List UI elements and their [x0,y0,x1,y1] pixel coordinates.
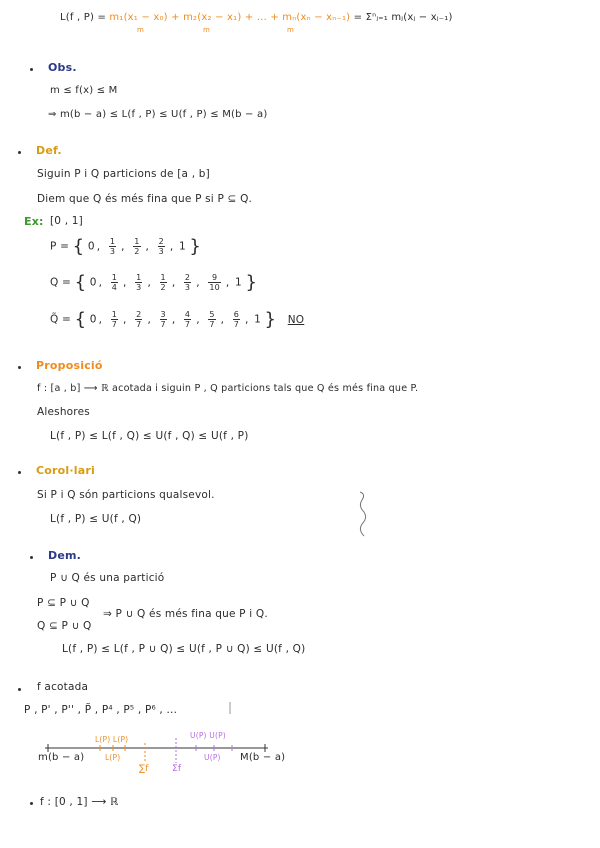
cor-line-1: Si P i Q són particions qualsevol. [37,489,215,501]
partition-p-name: P = [50,240,70,253]
def-line-1: Siguin P i Q particions de [a , b] [37,168,210,180]
lower-sums-top: L(P) L(P) [95,735,129,744]
demo-line-3: L(f , P) ≤ L(f , P ∪ Q) ≤ U(f , P ∪ Q) ≤ U(f , Q) [62,643,306,655]
partition-q-last: 1 [235,276,242,289]
close-brace: } [189,236,202,257]
partition-qt-last: 1 [254,313,261,326]
fraction: $\frac{3}{7}$ [160,310,166,329]
open-brace: { [72,236,85,257]
formula-rhs: = Σⁿⱼ₌₁ mⱼ(xⱼ − xⱼ₋₁) [353,12,453,23]
sub-mark-1: m [137,26,145,34]
lower-sums-bottom: L(P) [105,753,121,762]
cor-title: Corol·lari [36,464,95,477]
fraction: $\frac{2}{3}$ [158,237,164,256]
demo-line-1: P ∪ Q és una partició [50,572,165,584]
fraction: $\frac{6}{7}$ [233,310,239,329]
lower-integral-mark: ∑f [139,764,149,774]
axis-left-label: m(b − a) [38,752,85,763]
partition-p-last: 1 [178,240,186,253]
fraction: $\frac{2}{3}$ [184,273,191,292]
bounded-sequence: P , P' , P'' , P̃ , P⁴ , P⁵ , P⁶ , ... [24,704,178,716]
prop-title: Proposició [36,359,103,372]
def-line-2: Diem que Q és més fina que P si P ⊆ Q. [37,193,253,205]
sub-mark-2: m [203,26,211,34]
sub-mark-3: m [287,26,295,34]
obs-title: Obs. [48,61,77,74]
demo-line-2c: ⇒ P ∪ Q és més fina que P i Q. [103,608,268,620]
formula-term-3: + ... [244,12,267,23]
close-brace: } [264,309,277,330]
partition-q: Q = { 0 , $\frac{1}{4}$ , $\frac{1}{3}$ , $\frac{1}{2}$ , $\frac{2}{3}$ , $\frac{9}{10}$ , 1 } [50,272,258,293]
no-mark: NO [287,313,305,326]
partition-qt-name: Q̃ = [50,313,72,326]
upper-integral-mark: Σ̄f [172,764,182,774]
formula-term-2: + m₂(x₂ − x₁) [171,12,242,23]
def-title: Def. [36,144,62,157]
partition-qt-first: 0 [89,313,97,326]
fraction: $\frac{1}{2}$ [134,237,140,256]
upper-sums-top: U(P) U(P) [190,731,226,740]
partition-q-name: Q = [50,276,72,289]
fraction: $\frac{1}{4}$ [111,273,118,292]
fraction: $\frac{1}{3}$ [109,237,116,256]
fraction: $\frac{2}{7}$ [136,310,142,329]
partition-p: P = { 0 , $\frac{1}{3}$ , $\frac{1}{2}$ , $\frac{2}{3}$ , 1 } [50,236,202,257]
fraction: $\frac{4}{7}$ [184,310,191,329]
open-brace: { [74,309,87,330]
close-brace: } [245,272,258,293]
partition-p-first: 0 [87,240,95,253]
formula-term-1: m₁(x₁ − x₀) [109,12,168,23]
axis-right-label: M(b − a) [240,752,286,763]
upper-sums-bottom: U(P) [204,753,221,762]
demo-title: Dem. [48,549,82,562]
example-interval: [0 , 1] [50,215,83,227]
fraction: $\frac{9}{10}$ [209,273,220,292]
cor-line-2: L(f , P) ≤ U(f , Q) [50,513,142,525]
fraction: $\frac{1}{7}$ [111,310,118,329]
prop-line-2: Aleshores [37,406,90,418]
prop-line-3: L(f , P) ≤ L(f , Q) ≤ U(f , Q) ≤ U(f , P) [50,430,249,442]
formula-lhs: L(f , P) = [60,12,107,23]
fraction: $\frac{1}{3}$ [136,273,142,292]
partition-q-first: 0 [89,276,97,289]
open-brace: { [74,272,87,293]
margin-brace [360,492,366,536]
formula-term-4: + mₙ(xₙ − xₙ₋₁) [270,12,351,23]
obs-line-2: ⇒ m(b − a) ≤ L(f , P) ≤ U(f , P) ≤ M(b − a) [48,109,268,120]
partition-q-tilde: Q̃ = { 0 , $\frac{1}{7}$ , $\frac{2}{7}$ , $\frac{3}{7}$ , $\frac{4}{7}$ , $\frac{5}{7}$ , $\frac{6}{7}$ , 1 } NO [50,309,305,330]
fraction: $\frac{5}{7}$ [209,310,215,329]
bounded-title: f acotada [37,681,89,693]
demo-line-2a: P ⊆ P ∪ Q [37,597,90,609]
last-line: f : [0 , 1] ⟶ ℝ [40,796,119,808]
example-label: Ex: [24,215,44,228]
obs-line-1: m ≤ f(x) ≤ M [50,85,118,96]
prop-line-1: f : [a , b] ⟶ ℝ acotada i siguin P , Q particions tals que Q és més fina que P. [37,383,419,394]
demo-line-2b: Q ⊆ P ∪ Q [37,620,92,632]
fraction: $\frac{1}{2}$ [160,273,166,292]
